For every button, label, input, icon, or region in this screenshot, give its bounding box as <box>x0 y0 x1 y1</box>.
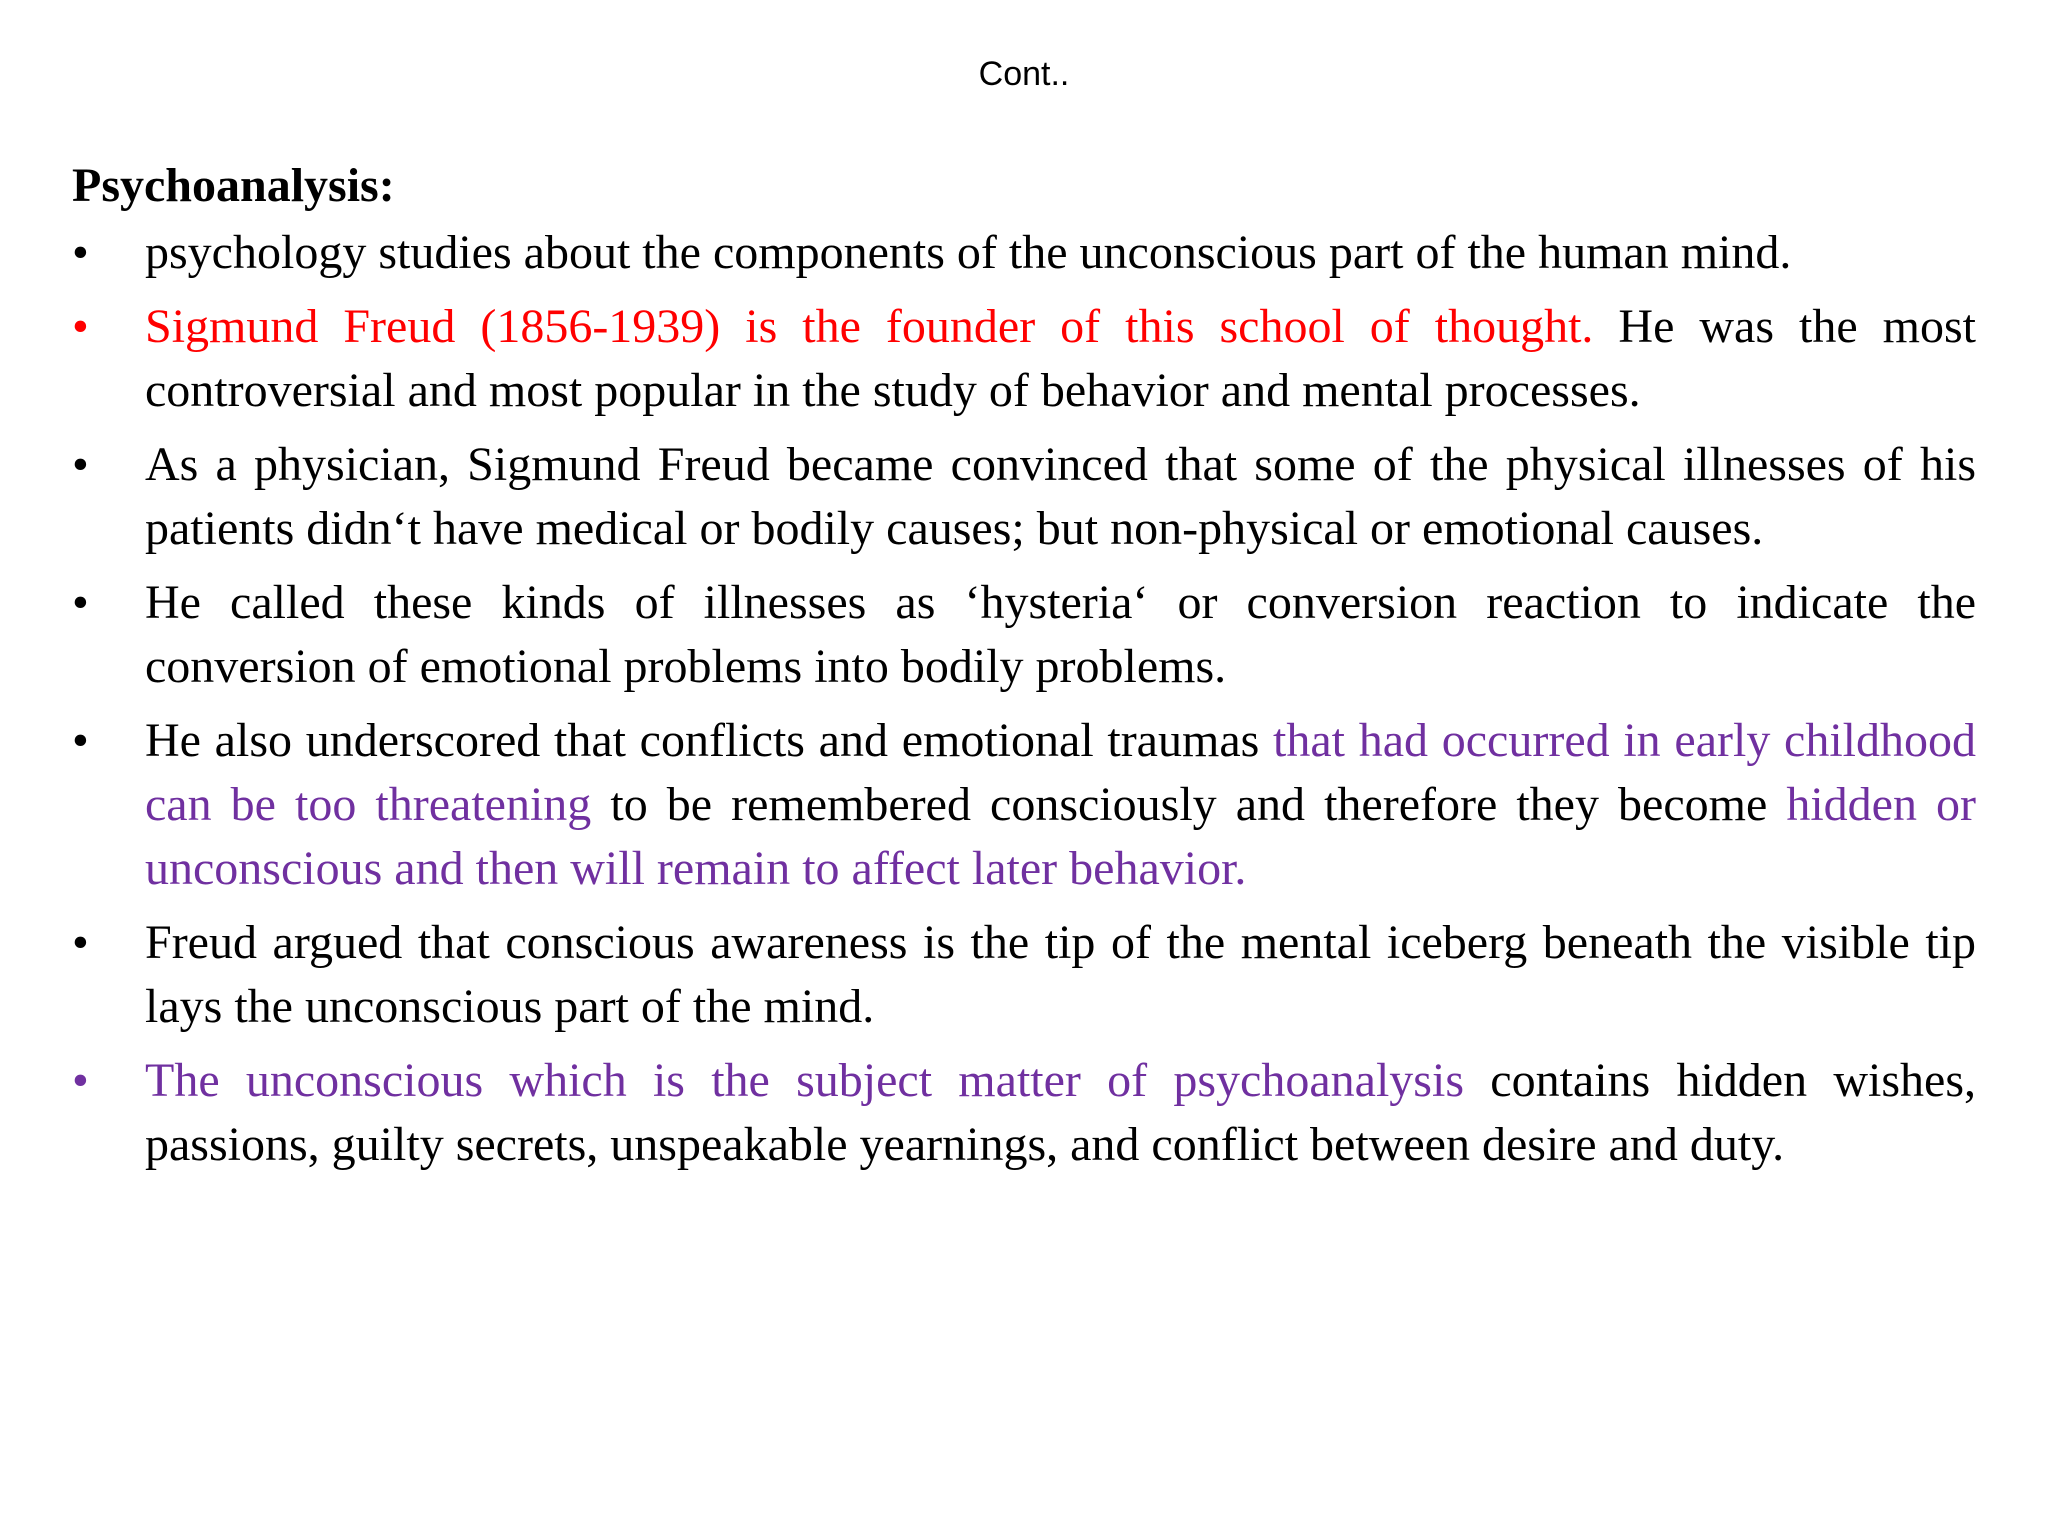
bullet-item-1 <box>72 221 1976 285</box>
bullet-icon: • <box>72 1054 89 1107</box>
bullet-text: He called these kinds of illnesses as ‘hysteria‘ or conversion reaction to indicate the conversion of emotional problems into bodily problems. <box>145 576 1976 693</box>
bullet-list <box>72 221 1976 1177</box>
bullet-text: psychology studies about the components of the unconscious part of the human mind. <box>145 226 1792 279</box>
slide-content <box>72 154 1976 1187</box>
bullet-text-highlight: hidden or unconscious and then will remain to affect later behavior. <box>145 778 1977 895</box>
bullet-text-highlight: Sigmund Freud (1856-1939) is the founder of this school of thought. <box>145 300 1594 353</box>
bullet-item-5 <box>72 709 1976 901</box>
bullet-icon: • <box>72 576 89 629</box>
bullet-item-2 <box>72 295 1976 423</box>
bullet-text: Freud argued that conscious awareness is the tip of the mental iceberg beneath the visible tip lays the unconscious part of the mind. <box>145 916 1976 1033</box>
bullet-item-3 <box>72 433 1976 561</box>
bullet-text: As a physician, Sigmund Freud became convinced that some of the physical illnesses of his patients didn‘t have medical or bodily causes; but non-physical or emotional causes. <box>145 438 1976 555</box>
bullet-item-7 <box>72 1049 1976 1177</box>
slide-title: Cont.. <box>978 55 1070 93</box>
bullet-item-4 <box>72 571 1976 699</box>
bullet-item-6 <box>72 911 1976 1039</box>
bullet-icon: • <box>72 226 89 279</box>
bullet-text: He was the most controversial and most popular in the study of behavior and mental processes. <box>145 300 1977 417</box>
bullet-icon: • <box>72 714 89 767</box>
bullet-text: He also underscored that conflicts and emotional traumas <box>145 714 1274 767</box>
bullet-icon: • <box>72 916 89 969</box>
bullet-text: contains hidden wishes, passions, guilty secrets, unspeakable yearnings, and conflict between desire and duty. <box>145 1054 1977 1171</box>
bullet-icon: • <box>72 300 89 353</box>
bullet-text-highlight: The unconscious which is the subject matter of psychoanalysis <box>145 1054 1465 1107</box>
bullet-text: to be remembered consciously and therefore they become <box>591 778 1787 831</box>
bullet-icon: • <box>72 438 89 491</box>
bullet-text-highlight: that had occurred in early childhood can be too threatening <box>145 714 1977 831</box>
section-heading: Psychoanalysis: <box>72 159 395 212</box>
